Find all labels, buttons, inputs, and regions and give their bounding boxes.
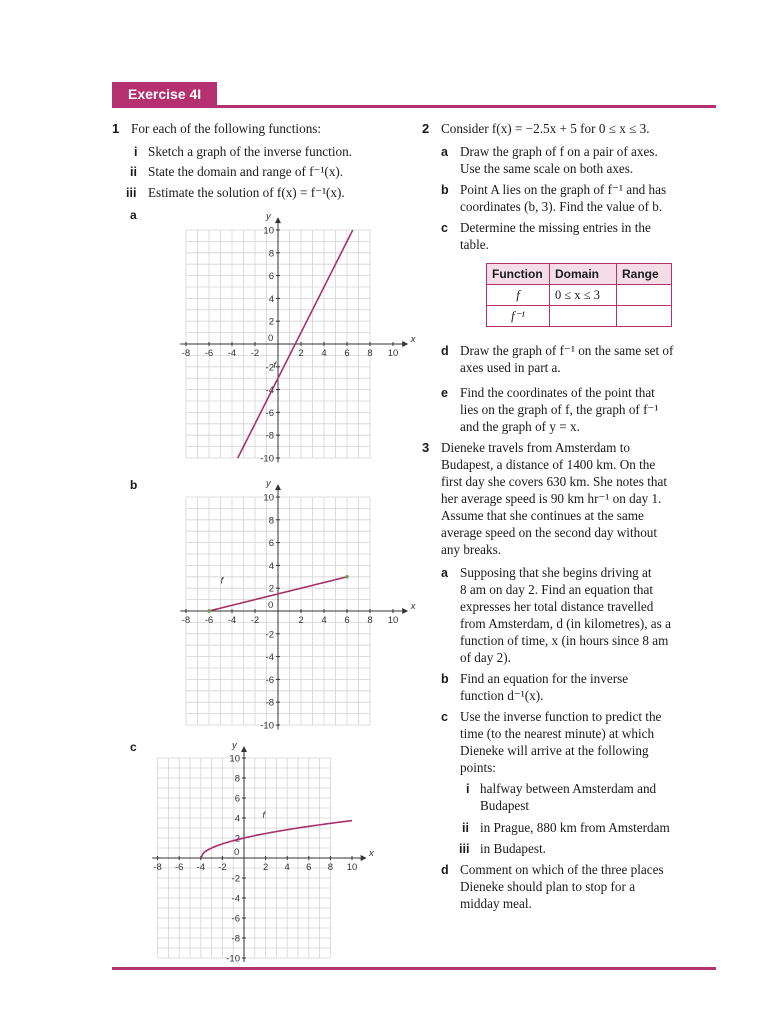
x-tick-label: -8	[153, 862, 162, 873]
x-tick-label: 6	[344, 615, 350, 626]
q2-part-label-b: b	[441, 183, 449, 197]
question-2-intro: Consider f(x) = −2.5x + 5 for 0 ≤ x ≤ 3.	[441, 121, 650, 136]
x-tick-label: 4	[321, 348, 327, 359]
q3-part-label-d: d	[441, 863, 449, 877]
q3-c-sub-label: iii	[459, 842, 470, 856]
domain-range-table	[486, 263, 672, 327]
y-tick-label: 6	[268, 538, 274, 550]
footer-rule	[112, 967, 716, 970]
q3-intro-line: any breaks.	[441, 542, 502, 557]
q2-part-label-a: a	[441, 145, 448, 159]
graph-b-label: b	[130, 478, 138, 492]
q1-task-label: ii	[130, 165, 137, 179]
q3-part-d-line: Comment on which of the three places	[460, 862, 664, 877]
x-tick-label: 4	[284, 862, 290, 873]
y-tick-label: -10	[260, 453, 274, 465]
question-1-intro: For each of the following functions:	[131, 121, 322, 136]
table-header: Function	[487, 264, 550, 285]
y-tick-label: 10	[229, 753, 240, 765]
q3-part-a-line: function of time, x (in hours since 8 am	[460, 633, 669, 648]
graph-a	[150, 208, 416, 468]
x-tick-label: 10	[387, 615, 399, 626]
q3-c-sub-line: in Budapest.	[480, 841, 546, 856]
exercise-title: Exercise 4I	[112, 82, 217, 107]
x-tick-label: 2	[262, 862, 269, 873]
x-tick-label: 8	[367, 348, 373, 359]
x-tick-label: -2	[250, 615, 260, 626]
y-tick-label: 4	[268, 560, 274, 572]
y-tick-label: -8	[265, 430, 274, 442]
q3-part-c-line: Dieneke will arrive at the following	[460, 743, 649, 758]
x-tick-label: 10	[346, 862, 358, 873]
y-tick-label: -2	[231, 873, 240, 885]
y-tick-label: -4	[265, 652, 274, 664]
x-tick-label: 0	[268, 600, 274, 611]
question-2-number: 2	[422, 121, 430, 136]
q3-c-sub-label: i	[466, 782, 470, 796]
x-tick-label: 2	[298, 615, 304, 626]
y-tick-label: -2	[265, 629, 274, 641]
y-tick-label: 6	[268, 271, 274, 283]
x-tick-label: -4	[227, 615, 237, 626]
table-header: Range	[617, 264, 672, 285]
graph-c	[150, 738, 374, 965]
q3-part-b-line: function d⁻¹(x).	[460, 688, 544, 703]
q3-part-label-a: a	[441, 566, 448, 580]
y-tick-label: 8	[234, 773, 240, 785]
q1-task-text: State the domain and range of f⁻¹(x).	[148, 164, 344, 179]
q1-task-label: i	[134, 145, 138, 159]
q3-intro-line: first day she covers 630 km. She notes that	[441, 474, 667, 489]
y-tick-label: 6	[234, 793, 240, 805]
y-tick-label: 4	[268, 293, 274, 305]
x-tick-label: 4	[321, 615, 327, 626]
y-axis-label: y	[266, 477, 271, 489]
y-tick-label: -6	[265, 407, 274, 419]
x-tick-label: 6	[306, 862, 312, 873]
q2-part-e-line: lies on the graph of f, the graph of f⁻¹	[460, 402, 659, 417]
x-axis-arrow	[402, 608, 408, 614]
y-axis-arrow	[275, 217, 281, 223]
x-tick-label: -6	[174, 862, 184, 873]
x-axis-arrow	[361, 855, 367, 861]
q3-c-sub-line: in Prague, 880 km from Amsterdam	[480, 820, 670, 835]
q2-part-d-line: axes used in part a.	[460, 360, 561, 375]
table-cell: 0 ≤ x ≤ 3	[550, 285, 617, 306]
q3-part-d-line: midday meal.	[460, 896, 532, 911]
x-axis-label: x	[410, 334, 416, 345]
q3-part-label-c: c	[441, 710, 448, 724]
question-3-number: 3	[422, 440, 430, 455]
y-tick-label: 2	[268, 583, 274, 595]
y-tick-label: 8	[268, 515, 274, 527]
y-tick-label: -2	[265, 362, 274, 374]
x-tick-label: 0	[268, 333, 274, 344]
q2-part-b-line: Point A lies on the graph of f⁻¹ and has	[460, 182, 667, 197]
question-1-number: 1	[112, 121, 120, 136]
table-cell	[550, 306, 617, 327]
table-header: Domain	[550, 264, 617, 285]
q3-part-b-line: Find an equation for the inverse	[460, 671, 629, 686]
table-cell	[617, 285, 672, 306]
q1-task-label: iii	[126, 186, 137, 200]
curve-label: f	[273, 359, 277, 371]
y-tick-label: 8	[268, 248, 274, 260]
y-tick-label: -8	[231, 933, 240, 945]
table-cell: f	[487, 285, 550, 306]
q3-part-label-b: b	[441, 672, 449, 686]
q3-intro-line: Assume that she continues at the same	[441, 508, 644, 523]
table-cell	[617, 306, 672, 327]
q3-intro-line: average speed on the second day without	[441, 525, 658, 540]
header-rule	[112, 105, 716, 108]
x-tick-label: -6	[204, 348, 214, 359]
endpoint-marker	[345, 575, 349, 579]
x-tick-label: -4	[227, 348, 237, 359]
graph-a-label: a	[130, 208, 137, 222]
x-tick-label: -6	[204, 615, 214, 626]
q2-part-d-line: Draw the graph of f⁻¹ on the same set of	[460, 343, 674, 358]
y-axis-label: y	[232, 740, 237, 751]
y-tick-label: -10	[226, 953, 240, 965]
y-axis-arrow	[241, 746, 247, 752]
x-tick-label: 6	[344, 348, 350, 359]
q3-intro-line: her average speed is 90 km hr⁻¹ on day 1.	[441, 491, 662, 506]
x-axis-arrow	[402, 341, 408, 347]
q2-part-label-d: d	[441, 344, 449, 358]
curve-label: f	[262, 810, 266, 821]
x-tick-label: -8	[181, 615, 191, 626]
endpoint-marker	[207, 609, 211, 613]
y-axis-label: y	[266, 210, 271, 222]
y-tick-label: -6	[231, 913, 240, 925]
q2-part-c-line: table.	[460, 237, 489, 252]
x-tick-label: 8	[327, 862, 334, 873]
q3-part-c-line: Use the inverse function to predict the	[460, 709, 662, 724]
y-tick-label: -6	[265, 674, 274, 686]
q3-c-sub-line: halfway between Amsterdam and	[480, 781, 657, 796]
table-cell: f⁻¹	[487, 306, 550, 327]
q3-part-a-line: from Amsterdam, d (in kilometres), as a	[460, 616, 671, 631]
q3-part-a-line: of day 2).	[460, 650, 511, 665]
q3-c-sub-line: Budapest	[480, 798, 530, 813]
x-tick-label: -2	[250, 348, 260, 359]
x-tick-label: 8	[367, 615, 373, 626]
curve-label: f	[220, 575, 224, 587]
q1-task-text: Sketch a graph of the inverse function.	[148, 144, 352, 159]
y-tick-label: -4	[265, 385, 274, 397]
x-axis-label: x	[368, 848, 374, 859]
y-tick-label: 2	[234, 833, 240, 845]
q3-part-d-line: Dieneke should plan to stop for a	[460, 879, 636, 894]
q2-part-e-line: and the graph of y = x.	[460, 419, 580, 434]
q3-part-a-line: expresses her total distance travelled	[460, 599, 654, 614]
x-tick-label: 10	[387, 348, 399, 359]
graph-c-label: c	[130, 740, 137, 754]
y-tick-label: 10	[263, 225, 274, 237]
q3-part-a-line: Supposing that she begins driving at	[460, 565, 652, 580]
y-tick-label: -8	[265, 697, 274, 709]
x-tick-label: -4	[196, 862, 206, 873]
y-axis-arrow	[275, 484, 281, 490]
x-tick-label: 0	[234, 847, 240, 858]
y-tick-label: -4	[231, 893, 240, 905]
q3-part-c-line: time (to the nearest minute) at which	[460, 726, 655, 741]
q3-intro-line: Dieneke travels from Amsterdam to	[441, 440, 630, 455]
y-tick-label: -10	[260, 720, 274, 732]
graph-b	[150, 477, 416, 738]
q2-part-label-c: c	[441, 221, 448, 235]
x-tick-label: -2	[218, 862, 227, 873]
q3-c-sub-label: ii	[462, 821, 469, 835]
y-tick-label: 10	[263, 492, 274, 504]
q2-part-e-line: Find the coordinates of the point that	[460, 385, 655, 400]
q3-part-c-line: points:	[460, 760, 496, 775]
y-tick-label: 4	[234, 813, 240, 825]
q2-part-b-line: coordinates (b, 3). Find the value of b.	[460, 199, 663, 214]
q2-part-a-line: Use the same scale on both axes.	[460, 161, 634, 176]
q1-task-text: Estimate the solution of f(x) = f⁻¹(x).	[148, 185, 345, 200]
q2-part-c-line: Determine the missing entries in the	[460, 220, 651, 235]
q3-intro-line: Budapest, a distance of 1400 km. On the	[441, 457, 656, 472]
q2-part-a-line: Draw the graph of f on a pair of axes.	[460, 144, 658, 159]
q3-part-a-line: 8 am on day 2. Find an equation that	[460, 582, 654, 597]
x-tick-label: 2	[298, 348, 304, 359]
q2-part-label-e: e	[441, 386, 448, 400]
x-axis-label: x	[410, 601, 416, 612]
x-tick-label: -8	[181, 348, 191, 359]
y-tick-label: 2	[268, 316, 274, 328]
